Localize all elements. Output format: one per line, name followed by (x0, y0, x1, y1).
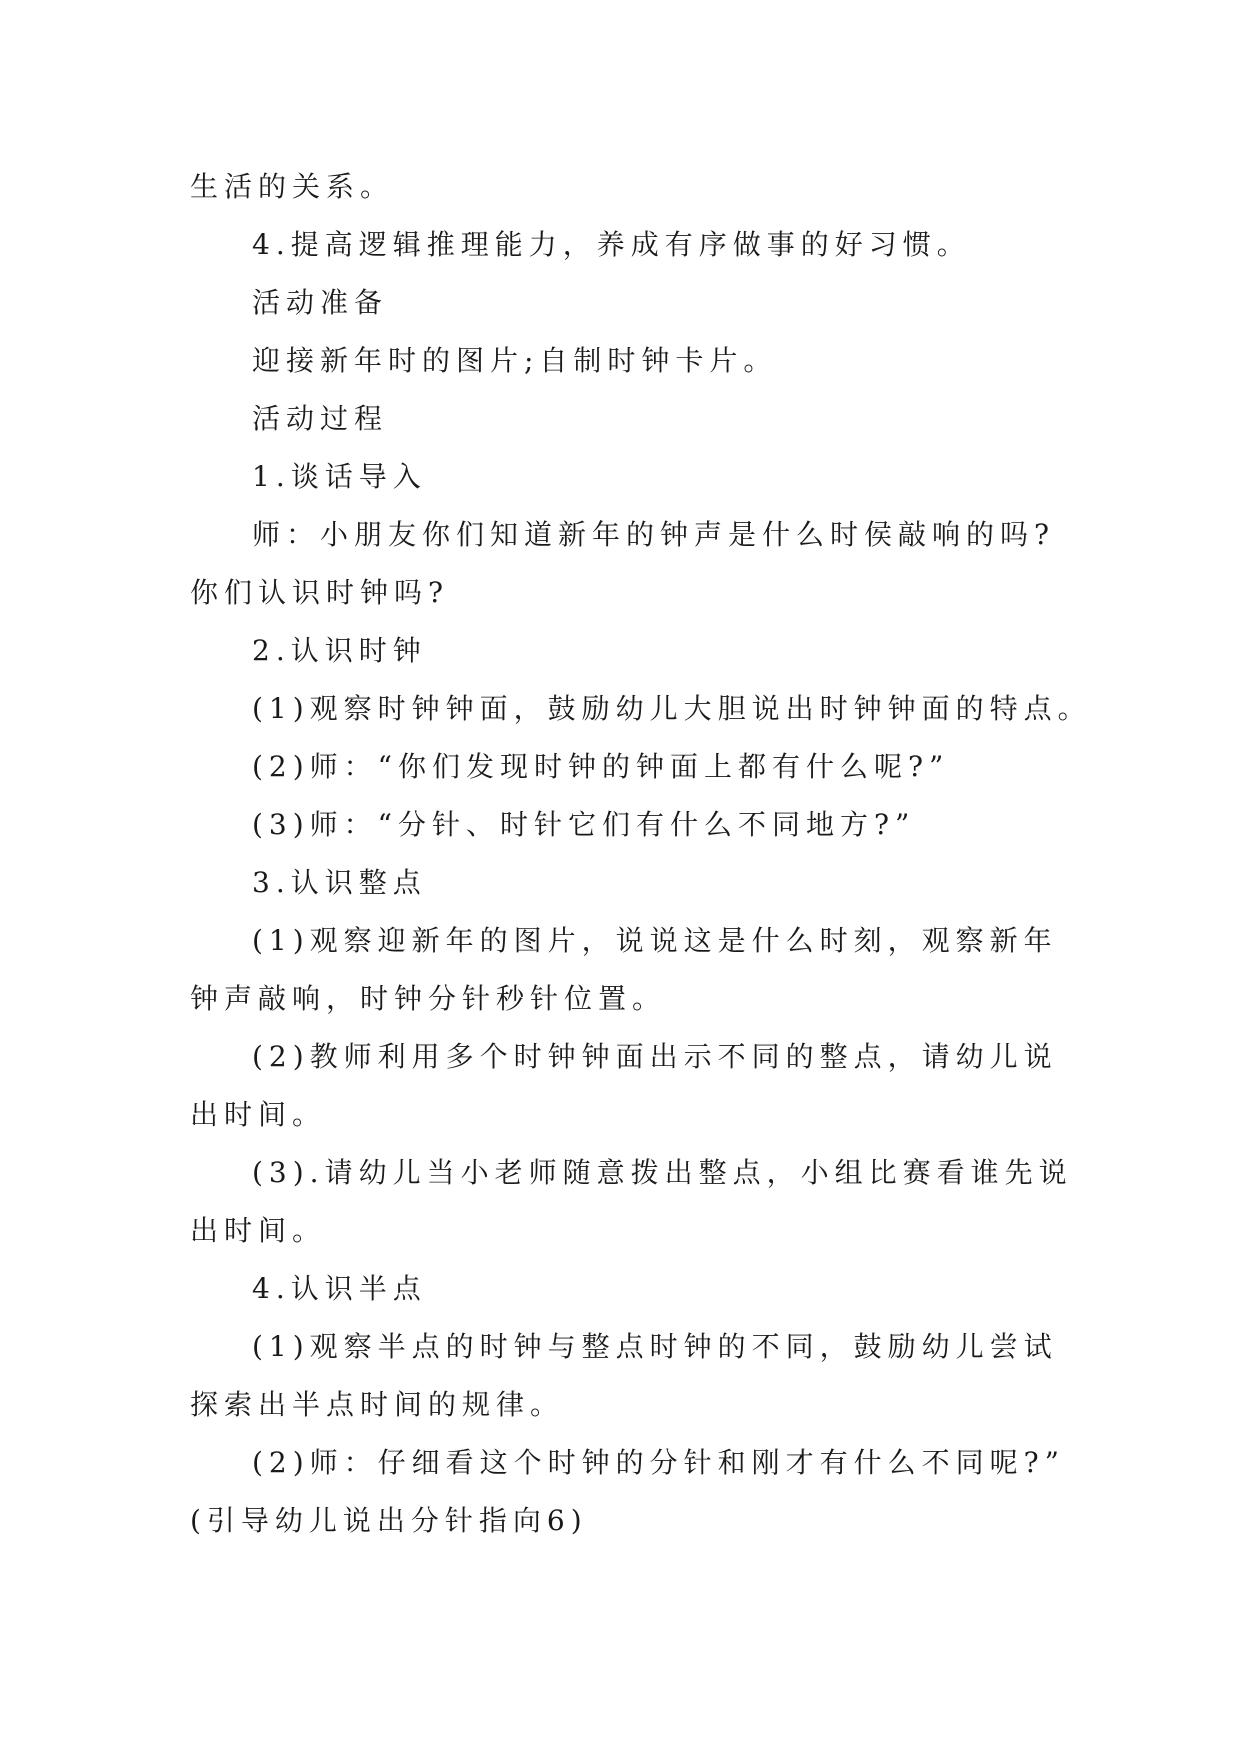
document-body (190, 158, 1092, 1550)
text-line: 探索出半点时间的规律。 (190, 1388, 565, 1421)
text-line: (1)观察迎新年的图片，说说这是什么时刻，观察新年 (252, 924, 1058, 957)
text-line: 4.提高逻辑推理能力，养成有序做事的好习惯。 (252, 228, 971, 261)
text-line: (2)师：“你们发现时钟的钟面上都有什么呢?” (252, 750, 950, 783)
step-heading: 4.认识半点 (252, 1272, 427, 1305)
text-line: (2)教师利用多个时钟钟面出示不同的整点，请幼儿说 (252, 1040, 1058, 1073)
step-heading: 2.认识时钟 (252, 634, 427, 667)
text-line: 出时间。 (190, 1214, 327, 1247)
section-heading: 活动过程 (252, 402, 389, 435)
text-line: (引导幼儿说出分针指向6) (190, 1504, 588, 1537)
step-heading: 1.谈话导入 (252, 460, 427, 493)
text-line: (1)观察半点的时钟与整点时钟的不同，鼓励幼儿尝试 (252, 1330, 1058, 1363)
text-line: (3).请幼儿当小老师随意拨出整点，小组比赛看谁先说 (252, 1156, 1073, 1189)
text-line: 钟声敲响，时钟分针秒针位置。 (190, 982, 667, 1015)
text-line: 生活的关系。 (190, 170, 395, 203)
text-line: (1)观察时钟钟面，鼓励幼儿大胆说出时钟钟面的特点。 (252, 692, 1092, 725)
text-line: (2)师：仔细看这个时钟的分针和刚才有什么不同呢?” (252, 1446, 1065, 1479)
text-line: 你们认识时钟吗? (190, 576, 450, 609)
text-line: 出时间。 (190, 1098, 327, 1131)
text-line: 师：小朋友你们知道新年的钟声是什么时侯敲响的吗? (252, 518, 1056, 551)
step-heading: 3.认识整点 (252, 866, 427, 899)
section-heading: 活动准备 (252, 286, 389, 319)
text-line: 迎接新年时的图片;自制时钟卡片。 (252, 344, 778, 377)
text-line: (3)师：“分针、时针它们有什么不同地方?” (252, 808, 916, 841)
